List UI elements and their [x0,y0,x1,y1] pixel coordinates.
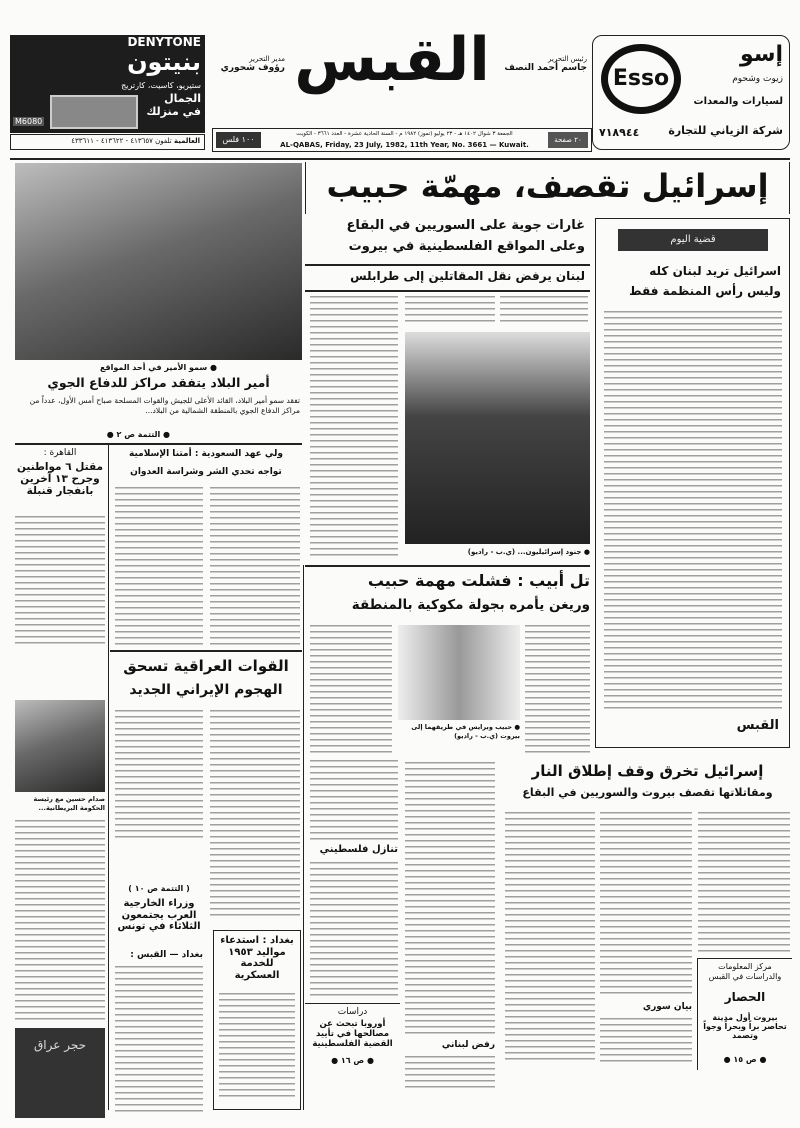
habib-photo-caption: ● حبيب وبرايس في طريقهما إلى بيروت (ي.ب - راديو) [411,723,520,740]
article-column [15,516,105,645]
editorial-label: قضية اليوم [618,229,768,251]
price: ١٠٠ فلس [216,132,261,148]
editorial-body [604,311,782,711]
syria-subhead: بيان سوري [642,1002,692,1012]
editorial-title-1: اسرائيل تريد لبنان كله [649,264,781,278]
studies-page: ● ص ١٦ ● [331,1056,374,1065]
emir-body: تفقد سمو أمير البلاد، القائد الأعلى للجيش والقوات المسلحة صباح أمس الأول، عدداً من مراكز الدفاع الجوي بالمنطقة الشمالية من البلاد... [29,396,300,415]
esso-brand-ar: إسو [740,42,783,67]
rule [305,565,590,567]
masthead-rule [10,158,790,160]
emir-photo [15,163,302,360]
article-column [15,820,105,1020]
dateline-en: AL-QABAS, Friday, 23 July, 1982, 11th Year, No. 3661 — Kuwait. [280,141,529,149]
rule [15,443,302,445]
saddam-photo [15,700,105,792]
rule [305,264,590,266]
dateline-ar: الجمعة ٣ شوال ١٤٠٢ هـ - ٢٣ يوليو (تموز) ١٩٨٢ م - السنة الحادية عشرة - العدد ٣٦٦١ - الكويت [296,131,513,137]
emir-headline: أمير البلاد يتفقد مراكز للدفاع الجوي [47,375,270,390]
column-rule [303,565,304,1110]
ad-products: ستيريو، كاسيت، كارتريج [121,81,201,90]
article-column [115,710,203,840]
managing-editor-name: رؤوف شحوري [220,63,285,73]
editorial-signature: القبس [736,718,779,733]
conscription-box [213,930,301,1110]
egypt-photo [15,1028,105,1118]
article-column [310,625,392,755]
subhead-1: غارات جوية على السوريين في البقاع [346,218,585,233]
siege-page: ● ص ١٥ ● [723,1055,767,1064]
rule [305,290,590,292]
esso-phone: ٧١٨٩٤٤ [599,126,640,139]
studies-label: دراسات [337,1007,368,1017]
article-column [115,487,203,647]
telaviv-headline-1: تل أبيب : فشلت مهمة حبيب [367,571,590,590]
article-column [405,762,495,1036]
editor-in-chief [497,55,587,73]
cairo-headline: مقتل ٦ مواطنين وجرح ١٣ آخرين بانفجار قنبلة [16,461,104,498]
ministers-continued: ( التتمة ص ١٠ ) [128,884,190,893]
conscription-headline: بغداد : استدعاء مواليد ١٩٥٣ للخدمة العسكرية [220,935,294,981]
article-column [600,1018,692,1062]
editor-in-chief-label: رئيس التحرير [548,55,587,63]
headline-frame [305,162,790,214]
article-column [600,812,692,998]
palestinian-subhead: تنازل فلسطيني [319,844,398,855]
editor-in-chief-name: جاسم أحمد النصف [504,63,587,73]
article-column [698,812,790,954]
siege-label: الحصار [724,990,766,1004]
article-column [525,625,590,755]
ad-brand-ar: بنيتون [127,48,201,76]
article-column [115,966,203,1116]
article-column [405,1056,495,1092]
soldiers-photo-caption: ● جنود إسرائيليون... (ي.ب - راديو) [467,548,590,556]
ministers-headline: وزراء الخارجية العرب يجتمعون الثلاثاء في تونس [117,898,201,932]
syria-headline-2: ومقاتلاتها تقصف بيروت والسوريين في البقاع [522,786,773,799]
ad-slogan: الجمال في منزلك [146,92,201,118]
esso-logo: Esso [601,44,681,114]
syria-headline-1: إسرائيل تخرق وقف إطلاق النار [531,762,764,780]
ministers-dateline: بغداد — القبس : [130,950,203,960]
siege-headline: بيروت أول مدينة تحاصر براً وبحراً وجواً وتصمد [703,1013,787,1041]
article-column [505,812,595,1062]
emir-continued: ● التتمة ص ٢ ● [106,430,170,439]
studies-headline: أوروبا تبحث عن مصالحها في تأييد القضية الفلسطينية [312,1019,393,1049]
dealer-strip [10,134,205,150]
article-column [210,487,300,647]
ad-brand-en: DENYTONE [127,35,201,49]
rule [110,650,302,652]
iraq-headline-1: القوات العراقية تسحق [123,657,289,675]
esso-line1: زيوت وشحوم [732,74,783,84]
studies-box [305,1003,400,1067]
siege-box [697,958,792,1070]
habib-photo [398,625,520,720]
saddam-photo-caption: صدام حسين مع رئيسة الحكومة البريطانية... [33,795,105,812]
emir-photo-caption: ● سمو الأمير في أحد المواقع [99,363,218,372]
conscription-body [219,993,295,1101]
main-headline: إسرائيل تقصف، مهمّة حبيب [326,167,769,205]
managing-editor [210,55,285,73]
esso-ad [592,35,790,150]
saudi-headline-1: ولي عهد السعودية : أمتنا الإسلامية [129,449,283,459]
article-column [310,760,398,840]
denytone-ad [10,35,205,133]
ad-model: M6080 [15,117,43,126]
article-column [310,296,398,558]
editorial-box [595,218,790,748]
column-rule [108,445,109,1110]
masthead-logo: القبس [294,25,490,95]
subhead-3: لبنان يرفض نقل المقاتلين إلى طرابلس [350,269,585,283]
egypt-photo-label: حجر عراق [33,1038,87,1052]
article-column [405,296,495,326]
dealer-phones: تلفون ٤١٣٦٥٧ - ٤١٣٦٢٢ - ٤٣٣٦١١ [71,137,172,145]
article-column [210,710,300,920]
esso-company: شركة الزياني للتجارة [668,124,783,137]
lebanon-refusal-subhead: رفض لبناني [441,1040,495,1050]
dealer-name: العالمية [173,137,200,145]
siege-center: مركز المعلومات والدراسات في القبس [708,962,782,981]
subhead-2: وعلى المواقع الفلسطينية في بيروت [348,239,585,254]
telaviv-headline-2: وريغن يأمره بجولة مكوكية بالمنطقة [351,597,590,613]
article-column [310,862,398,998]
managing-editor-label: مدير التحرير [249,55,285,63]
esso-line2: لسيارات والمعدات [693,96,783,107]
iraq-headline-2: الهجوم الإيراني الجديد [129,682,283,698]
cairo-dateline: القاهرة : [43,448,77,458]
article-column [500,296,588,326]
saudi-headline-2: تواجه تحدي الشر وشراسة العدوان [130,467,282,477]
soldiers-photo [405,332,590,544]
editorial-title-2: وليس رأس المنظمة فقط [629,284,781,298]
dateline-strip [212,128,592,152]
page-count: ٢٠ صفحة [548,132,588,148]
stereo-image [50,95,138,129]
